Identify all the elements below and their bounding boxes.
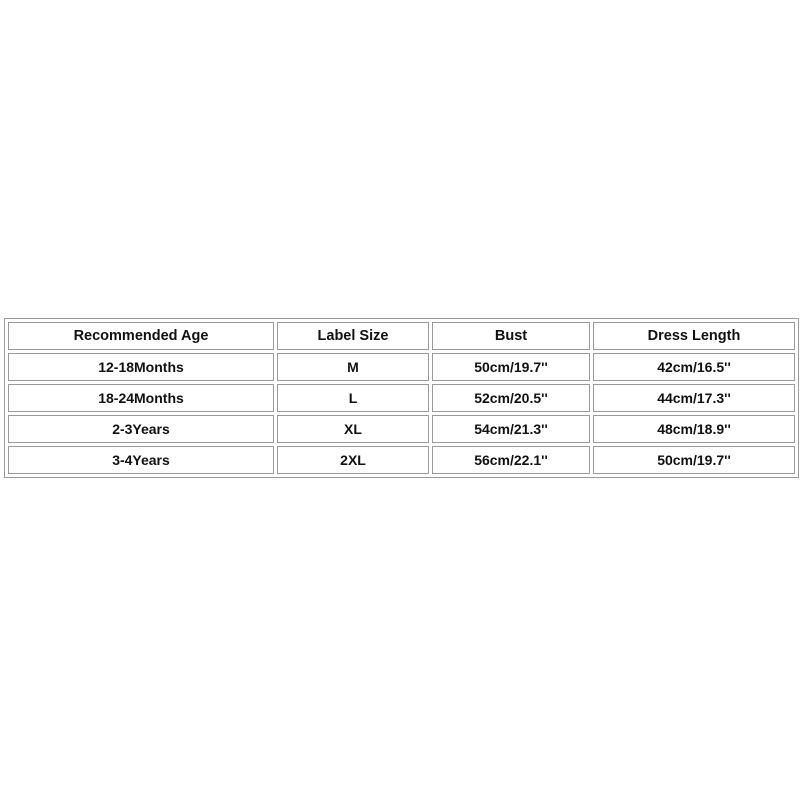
table-row [8,353,795,381]
table-header-row [8,322,795,350]
cell-bust: 56cm/22.1'' [432,446,590,474]
table-row [8,415,795,443]
cell-age: 12-18Months [8,353,274,381]
cell-bust: 52cm/20.5'' [432,384,590,412]
cell-bust: 50cm/19.7'' [432,353,590,381]
header-label-size: Label Size [277,322,429,350]
header-recommended-age: Recommended Age [8,322,274,350]
header-dress-length: Dress Length [593,322,795,350]
header-bust: Bust [432,322,590,350]
cell-age: 3-4Years [8,446,274,474]
cell-age: 18-24Months [8,384,274,412]
cell-age: 2-3Years [8,415,274,443]
cell-label-size: L [277,384,429,412]
cell-dress-length: 42cm/16.5'' [593,353,795,381]
cell-dress-length: 48cm/18.9'' [593,415,795,443]
table-row [8,384,795,412]
cell-label-size: XL [277,415,429,443]
cell-label-size: M [277,353,429,381]
cell-bust: 54cm/21.3'' [432,415,590,443]
size-chart-table [4,318,799,478]
cell-dress-length: 44cm/17.3'' [593,384,795,412]
cell-dress-length: 50cm/19.7'' [593,446,795,474]
cell-label-size: 2XL [277,446,429,474]
table-row [8,446,795,474]
